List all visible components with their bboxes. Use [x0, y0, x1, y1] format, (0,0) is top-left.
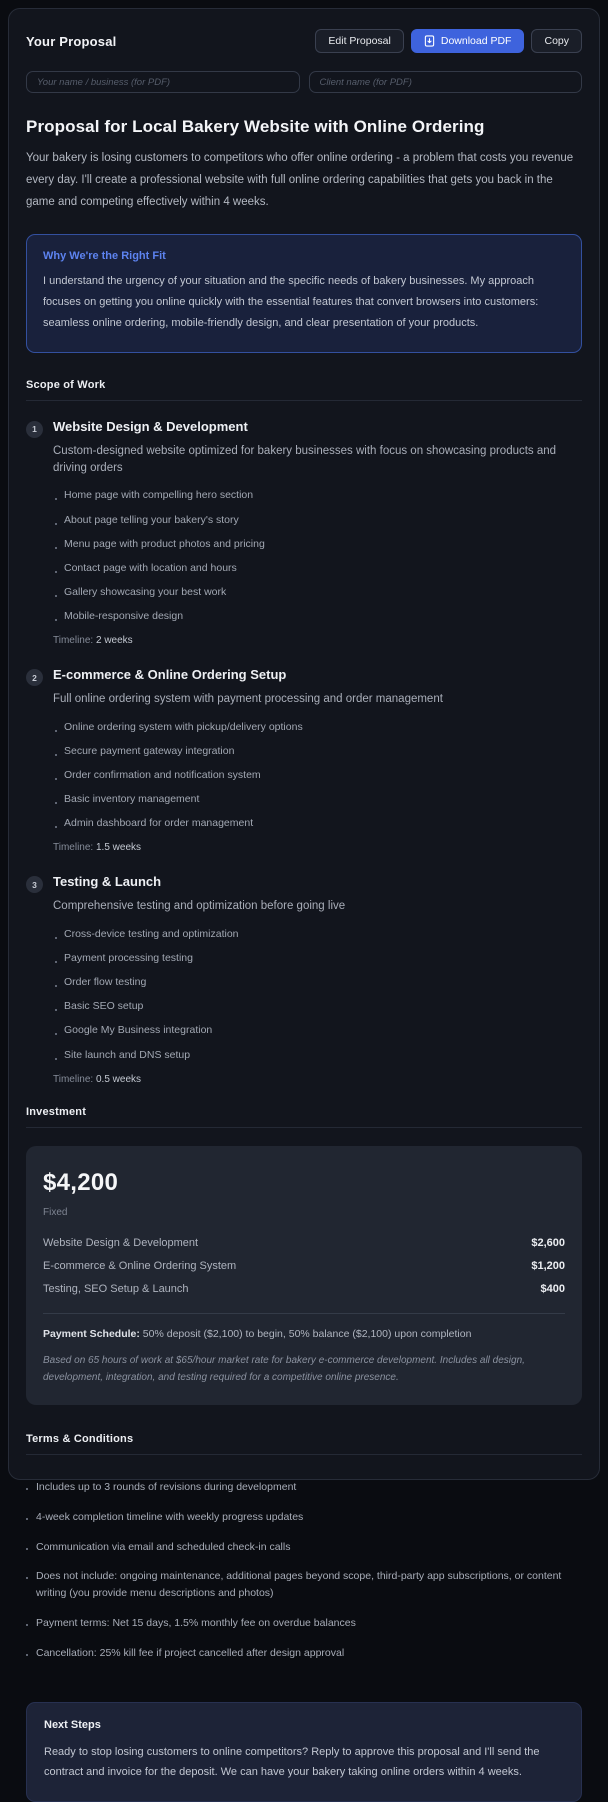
scope-bullet-item	[55, 1043, 582, 1067]
timeline-label: Timeline:	[53, 635, 93, 646]
investment-line-items	[43, 1232, 565, 1301]
terms-item-text: Cancellation: 25% kill fee if project cancelled after design approval	[36, 1645, 344, 1662]
copy-button[interactable]	[531, 29, 582, 53]
toolbar	[315, 29, 582, 53]
terms-item-text: Payment terms: Net 15 days, 1.5% monthly fee on overdue balances	[36, 1615, 356, 1632]
investment-divider	[43, 1313, 565, 1314]
scope-bullet-text: Cross-device testing and optimization	[64, 927, 239, 941]
line-item-amount: $400	[541, 1283, 565, 1295]
next-steps-body: Ready to stop losing customers to online competitors? Reply to approve this proposal and I'll send the contract and invoice for the deposit. We can have your bakery taking online orders within 4 weeks.	[44, 1742, 564, 1783]
scope-bullet-text: About page telling your bakery's story	[64, 513, 239, 527]
scope-item-timeline	[53, 842, 582, 853]
terms-list-item	[26, 1609, 582, 1639]
line-item-label: E-commerce & Online Ordering System	[43, 1260, 236, 1272]
scope-bullet-item	[55, 556, 582, 580]
terms-list-item	[26, 1502, 582, 1532]
edit-proposal-label: Edit Proposal	[328, 35, 390, 47]
scope-bullet-item	[55, 483, 582, 507]
scope-bullet-item	[55, 604, 582, 628]
timeline-value: 2 weeks	[96, 635, 133, 646]
scope-item-description: Custom-designed website optimized for bakery businesses with focus on showcasing products and driving orders	[53, 443, 582, 478]
bullet-dot-icon	[55, 802, 57, 804]
scope-item-description: Full online ordering system with payment processing and order management	[53, 691, 582, 708]
topbar	[26, 29, 582, 53]
scope-bullet-text: Site launch and DNS setup	[64, 1048, 190, 1062]
bullet-dot-icon	[26, 1624, 28, 1626]
scope-bullet-item	[55, 994, 582, 1018]
investment-price-type: Fixed	[43, 1207, 565, 1218]
download-pdf-button[interactable]	[411, 29, 525, 53]
edit-proposal-button[interactable]	[315, 29, 403, 53]
bullet-dot-icon	[26, 1654, 28, 1656]
scope-item-bullets	[55, 715, 582, 836]
scope-bullet-item	[55, 532, 582, 556]
bullet-dot-icon	[55, 730, 57, 732]
scope-bullet-text: Basic SEO setup	[64, 999, 143, 1013]
terms-heading: Terms & Conditions	[26, 1433, 582, 1455]
bullet-dot-icon	[55, 826, 57, 828]
investment-price: $4,200	[43, 1169, 565, 1197]
file-download-icon	[424, 35, 435, 47]
terms-list	[26, 1473, 582, 1669]
line-item-amount: $1,200	[531, 1260, 565, 1272]
scope-bullet-text: Order confirmation and notification system	[64, 768, 261, 782]
next-steps-callout	[26, 1702, 582, 1802]
scope-bullet-text: Home page with compelling hero section	[64, 488, 253, 502]
line-item-amount: $2,600	[531, 1237, 565, 1249]
scope-item-bullets	[55, 922, 582, 1067]
scope-item-description: Comprehensive testing and optimization before going live	[53, 898, 582, 915]
payment-schedule-value: 50% deposit ($2,100) to begin, 50% balance ($2,100) upon completion	[143, 1328, 472, 1340]
bullet-dot-icon	[55, 985, 57, 987]
download-pdf-label: Download PDF	[441, 35, 512, 47]
scope-bullet-item	[55, 946, 582, 970]
scope-item-body	[53, 874, 582, 1084]
callout-body: I understand the urgency of your situation and the specific needs of bakery businesses. My approach focuses on getting you online quickly with the essential features that convert browsers into customers: seamless online ordering, mobile-friendly design, and clear presentation of your products.	[43, 271, 565, 335]
investment-line-item	[43, 1232, 565, 1255]
investment-line-item	[43, 1278, 565, 1301]
timeline-value: 1.5 weeks	[96, 842, 141, 853]
bullet-dot-icon	[55, 1033, 57, 1035]
bullet-dot-icon	[55, 523, 57, 525]
scope-bullet-text: Mobile-responsive design	[64, 609, 183, 623]
bullet-dot-icon	[55, 1058, 57, 1060]
terms-item-text: Does not include: ongoing maintenance, additional pages beyond scope, third-party app subscriptions, or content writing (you provide menu descriptions and photos)	[36, 1568, 582, 1602]
bullet-dot-icon	[55, 571, 57, 573]
scope-item-bullets	[55, 483, 582, 628]
bullet-dot-icon	[55, 754, 57, 756]
scope-bullet-text: Basic inventory management	[64, 792, 199, 806]
scope-item-body	[53, 667, 582, 853]
scope-item-number-badge: 2	[26, 669, 43, 686]
terms-list-item	[26, 1638, 582, 1668]
investment-line-item	[43, 1255, 565, 1278]
scope-item-title: Testing & Launch	[53, 874, 582, 889]
scope-bullet-item	[55, 715, 582, 739]
scope-item-title: E-commerce & Online Ordering Setup	[53, 667, 582, 682]
bullet-dot-icon	[55, 961, 57, 963]
bullet-dot-icon	[55, 1009, 57, 1011]
right-fit-callout	[26, 234, 582, 353]
timeline-label: Timeline:	[53, 1074, 93, 1085]
scope-bullet-text: Admin dashboard for order management	[64, 816, 253, 830]
scope-item-timeline	[53, 1074, 582, 1085]
bullet-dot-icon	[26, 1548, 28, 1550]
scope-heading: Scope of Work	[26, 379, 582, 401]
timeline-value: 0.5 weeks	[96, 1074, 141, 1085]
scope-item-number-badge: 1	[26, 421, 43, 438]
scope-bullet-text: Gallery showcasing your best work	[64, 585, 226, 599]
payment-schedule-label: Payment Schedule:	[43, 1328, 140, 1340]
bullet-dot-icon	[55, 778, 57, 780]
proposal-title: Proposal for Local Bakery Website with Online Ordering	[26, 117, 582, 137]
scope-bullet-item	[55, 922, 582, 946]
terms-list-item	[26, 1532, 582, 1562]
bullet-dot-icon	[26, 1518, 28, 1520]
scope-bullet-text: Menu page with product photos and pricing	[64, 537, 265, 551]
scope-bullet-item	[55, 787, 582, 811]
proposal-intro: Your bakery is losing customers to competitors who offer online ordering - a problem that costs you revenue every day. I'll create a professional website with full online ordering capabilities that gets you back in the game and competing effectively within 4 weeks.	[26, 148, 582, 214]
terms-item-text: Includes up to 3 rounds of revisions during development	[36, 1479, 296, 1496]
investment-card	[26, 1146, 582, 1405]
page-title: Your Proposal	[26, 34, 116, 49]
scope-bullet-text: Secure payment gateway integration	[64, 744, 234, 758]
callout-title: Why We're the Right Fit	[43, 250, 565, 262]
payment-schedule	[43, 1327, 565, 1343]
your-name-input[interactable]	[26, 71, 300, 93]
terms-list-item	[26, 1562, 582, 1609]
terms-item-text: Communication via email and scheduled check-in calls	[36, 1539, 290, 1556]
bullet-dot-icon	[55, 547, 57, 549]
scope-bullet-text: Online ordering system with pickup/delivery options	[64, 720, 303, 734]
scope-bullet-item	[55, 739, 582, 763]
next-steps-title: Next Steps	[44, 1719, 564, 1731]
scope-bullet-item	[55, 811, 582, 835]
scope-item	[26, 419, 582, 647]
scope-bullet-item	[55, 580, 582, 604]
timeline-label: Timeline:	[53, 842, 93, 853]
scope-bullet-item	[55, 970, 582, 994]
scope-item	[26, 667, 582, 853]
scope-items	[26, 419, 582, 1085]
line-item-label: Testing, SEO Setup & Launch	[43, 1283, 189, 1295]
terms-item-text: 4-week completion timeline with weekly progress updates	[36, 1509, 303, 1526]
scope-item-body	[53, 419, 582, 647]
client-name-input[interactable]	[309, 71, 583, 93]
bullet-dot-icon	[26, 1488, 28, 1490]
terms-list-item	[26, 1473, 582, 1503]
pdf-name-inputs	[26, 71, 582, 93]
bullet-dot-icon	[55, 937, 57, 939]
scope-bullet-text: Google My Business integration	[64, 1023, 212, 1037]
scope-item-number-badge: 3	[26, 876, 43, 893]
scope-bullet-text: Order flow testing	[64, 975, 146, 989]
bullet-dot-icon	[55, 619, 57, 621]
copy-label: Copy	[544, 35, 569, 47]
scope-bullet-item	[55, 508, 582, 532]
scope-bullet-item	[55, 763, 582, 787]
proposal-page	[8, 8, 600, 1480]
bullet-dot-icon	[55, 498, 57, 500]
investment-heading: Investment	[26, 1106, 582, 1128]
scope-item-timeline	[53, 635, 582, 646]
line-item-label: Website Design & Development	[43, 1237, 198, 1249]
scope-bullet-item	[55, 1018, 582, 1042]
scope-item	[26, 874, 582, 1084]
scope-item-title: Website Design & Development	[53, 419, 582, 434]
bullet-dot-icon	[26, 1577, 28, 1579]
bullet-dot-icon	[55, 595, 57, 597]
scope-bullet-text: Contact page with location and hours	[64, 561, 237, 575]
investment-note: Based on 65 hours of work at $65/hour market rate for bakery e-commerce development. Includes all design, development, integration, and testing required for a competitive online presence.	[43, 1352, 565, 1387]
scope-bullet-text: Payment processing testing	[64, 951, 193, 965]
